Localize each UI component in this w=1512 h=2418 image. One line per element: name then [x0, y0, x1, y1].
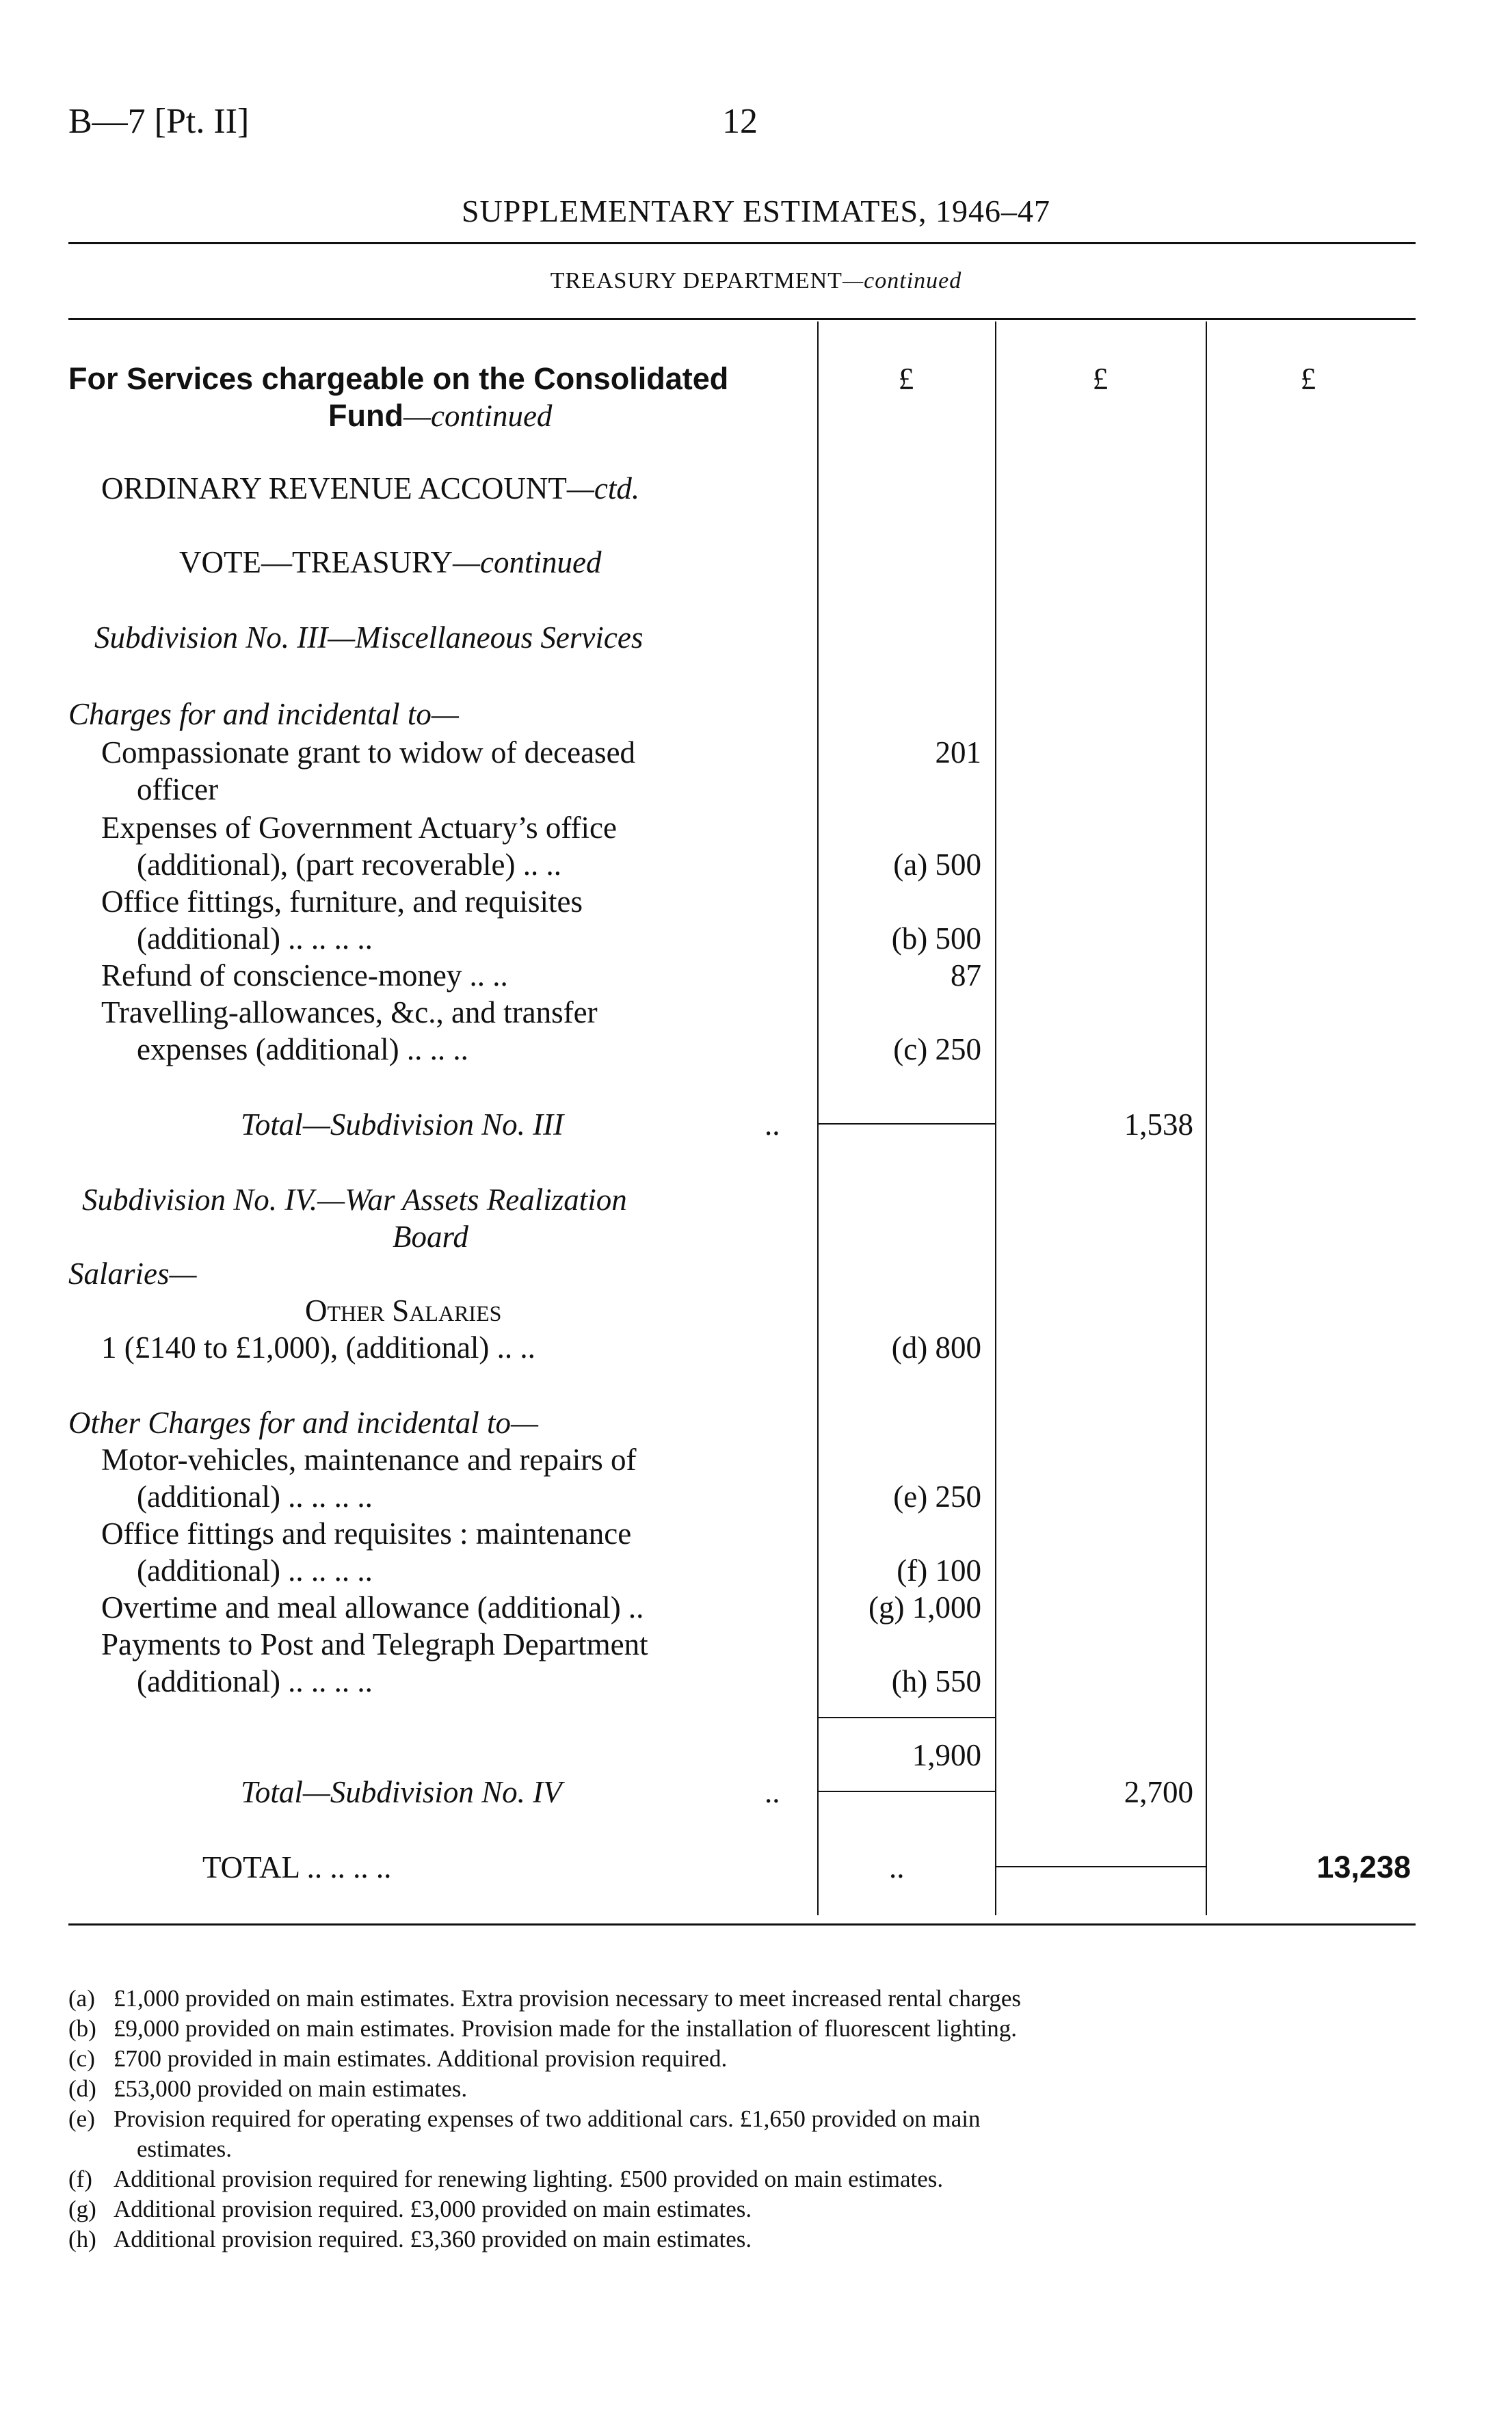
subdivision-iv-total-value: 2,700 — [1124, 1775, 1193, 1809]
account-suffix: —ctd. — [566, 471, 640, 505]
item-line: expenses (additional) .. .. .. — [137, 1032, 468, 1066]
salary-value: (d) 800 — [891, 1330, 981, 1365]
subtotal-rule — [817, 1123, 995, 1125]
services-heading-continued: —continued — [403, 399, 553, 433]
item-value: (a) 500 — [893, 847, 981, 882]
footnote-text: Additional provision required. £3,000 provided on main estimates. — [114, 2196, 752, 2222]
item-line: Motor-vehicles, maintenance and repairs of — [101, 1443, 637, 1477]
footnote-text: estimates. — [137, 2136, 232, 2162]
item-line: Payments to Post and Telegraph Department — [101, 1627, 648, 1661]
item-line: officer — [137, 772, 219, 806]
item-line: (additional) .. .. .. .. — [137, 1480, 373, 1514]
salaries-heading: Salaries— — [68, 1257, 197, 1291]
item-line: (additional) .. .. .. .. — [137, 1553, 373, 1588]
subdivision-iv-title: Subdivision No. IV.—War Assets Realization — [82, 1183, 627, 1217]
footnote-text: £53,000 provided on main estimates. — [114, 2075, 468, 2102]
item-line: (additional) .. .. .. .. — [137, 1664, 373, 1698]
page-number: 12 — [722, 102, 758, 141]
subdivision-iii-total-value: 1,538 — [1124, 1107, 1193, 1142]
col-header-1: £ — [898, 362, 914, 396]
subdivision-iv-total-label: Total—Subdivision No. IV — [241, 1775, 562, 1809]
col-rule-3 — [1206, 321, 1207, 1915]
services-heading-fund: Fund — [328, 398, 403, 433]
other-salaries-heading: Other Salaries — [305, 1293, 502, 1328]
footnote-mark: (c) — [68, 2045, 95, 2072]
page-header-left: B—7 [Pt. II] — [68, 102, 250, 141]
subdivision-iv-subtotal: 1,900 — [912, 1738, 981, 1772]
item-line: Overtime and meal allowance (additional) .. — [101, 1590, 644, 1625]
item-value: 201 — [935, 735, 981, 770]
item-value: (c) 250 — [893, 1032, 981, 1066]
footnote-text: Additional provision required. £3,360 provided on main estimates. — [114, 2226, 752, 2252]
item-value: (h) 550 — [891, 1664, 981, 1698]
grand-total-rule — [995, 1866, 1206, 1867]
item-value: (f) 100 — [897, 1553, 981, 1588]
footnote-text: £9,000 provided on main estimates. Provision made for the installation of fluorescent lighting. — [114, 2015, 1018, 2042]
department-name: TREASURY DEPARTMENT — [550, 268, 843, 293]
salary-item: 1 (£140 to £1,000), (additional) .. .. — [101, 1330, 535, 1365]
footnote-text: Provision required for operating expenses of two additional cars. £1,650 provided on main — [114, 2105, 981, 2132]
department-heading — [0, 268, 1512, 294]
footnote-mark: (a) — [68, 1985, 95, 2012]
subdivision-iii-charges-heading: Charges for and incidental to— — [68, 697, 459, 731]
grand-total-col1: .. — [889, 1850, 905, 1884]
item-line: (additional), (part recoverable) .. .. — [137, 847, 561, 882]
table-bottom-rule — [68, 1923, 1416, 1926]
item-line: Office fittings, furniture, and requisites — [101, 884, 583, 919]
item-value: (e) 250 — [893, 1480, 981, 1514]
col-header-2: £ — [1092, 362, 1109, 396]
vote-name: VOTE—TREASURY — [179, 545, 453, 579]
item-line: Refund of conscience-money .. .. — [101, 958, 508, 993]
footnote-text: £1,000 provided on main estimates. Extra provision necessary to meet increased rental charges — [114, 1985, 1021, 2012]
department-suffix: —continued — [842, 268, 962, 293]
item-line: Expenses of Government Actuary’s office — [101, 811, 617, 845]
footnote-mark: (e) — [68, 2105, 95, 2132]
other-charges-heading: Other Charges for and incidental to— — [68, 1406, 539, 1440]
footnote-mark: (h) — [68, 2226, 96, 2252]
grand-total-label: TOTAL .. .. .. .. — [202, 1850, 392, 1884]
subdivision-iv-total-dots: .. — [765, 1775, 780, 1809]
item-value: (g) 1,000 — [868, 1590, 981, 1625]
item-line: Compassionate grant to widow of deceased — [101, 735, 636, 770]
department-rule — [68, 318, 1416, 320]
services-heading: For Services chargeable on the Consolidated — [68, 361, 729, 396]
title-rule — [68, 242, 1416, 244]
services-heading-line2 — [328, 398, 552, 434]
item-value: (b) 500 — [891, 921, 981, 956]
item-value: 87 — [951, 958, 981, 993]
page-title: SUPPLEMENTARY ESTIMATES, 1946–47 — [461, 194, 1051, 228]
footnote-mark: (b) — [68, 2015, 96, 2042]
vote-suffix: —continued — [453, 545, 602, 579]
item-line: (additional) .. .. .. .. — [137, 921, 373, 956]
grand-total-value: 13,238 — [1316, 1850, 1411, 1884]
footnote-text: Additional provision required for renewing lighting. £500 provided on main estimates. — [114, 2166, 944, 2192]
account-name: ORDINARY REVENUE ACCOUNT — [101, 471, 567, 505]
footnote-mark: (f) — [68, 2166, 92, 2192]
subtotal-rule — [817, 1717, 995, 1718]
footnote-text: £700 provided in main estimates. Additional provision required. — [114, 2045, 728, 2072]
col-header-3: £ — [1300, 362, 1316, 396]
vote-heading — [179, 544, 601, 580]
item-line: Travelling-allowances, &c., and transfer — [101, 995, 598, 1029]
item-line: Office fittings and requisites : maintenance — [101, 1516, 632, 1551]
footnote-mark: (g) — [68, 2196, 96, 2222]
subdivision-iii-total-label: Total—Subdivision No. III — [241, 1107, 564, 1142]
account-heading — [101, 471, 639, 506]
subdivision-iii-title: Subdivision No. III—Miscellaneous Services — [94, 620, 644, 655]
subdivision-iv-title-line2: Board — [393, 1220, 468, 1254]
footnote-mark: (d) — [68, 2075, 96, 2102]
subtotal-rule — [817, 1791, 995, 1792]
subdivision-iii-total-dots: .. — [765, 1107, 780, 1142]
